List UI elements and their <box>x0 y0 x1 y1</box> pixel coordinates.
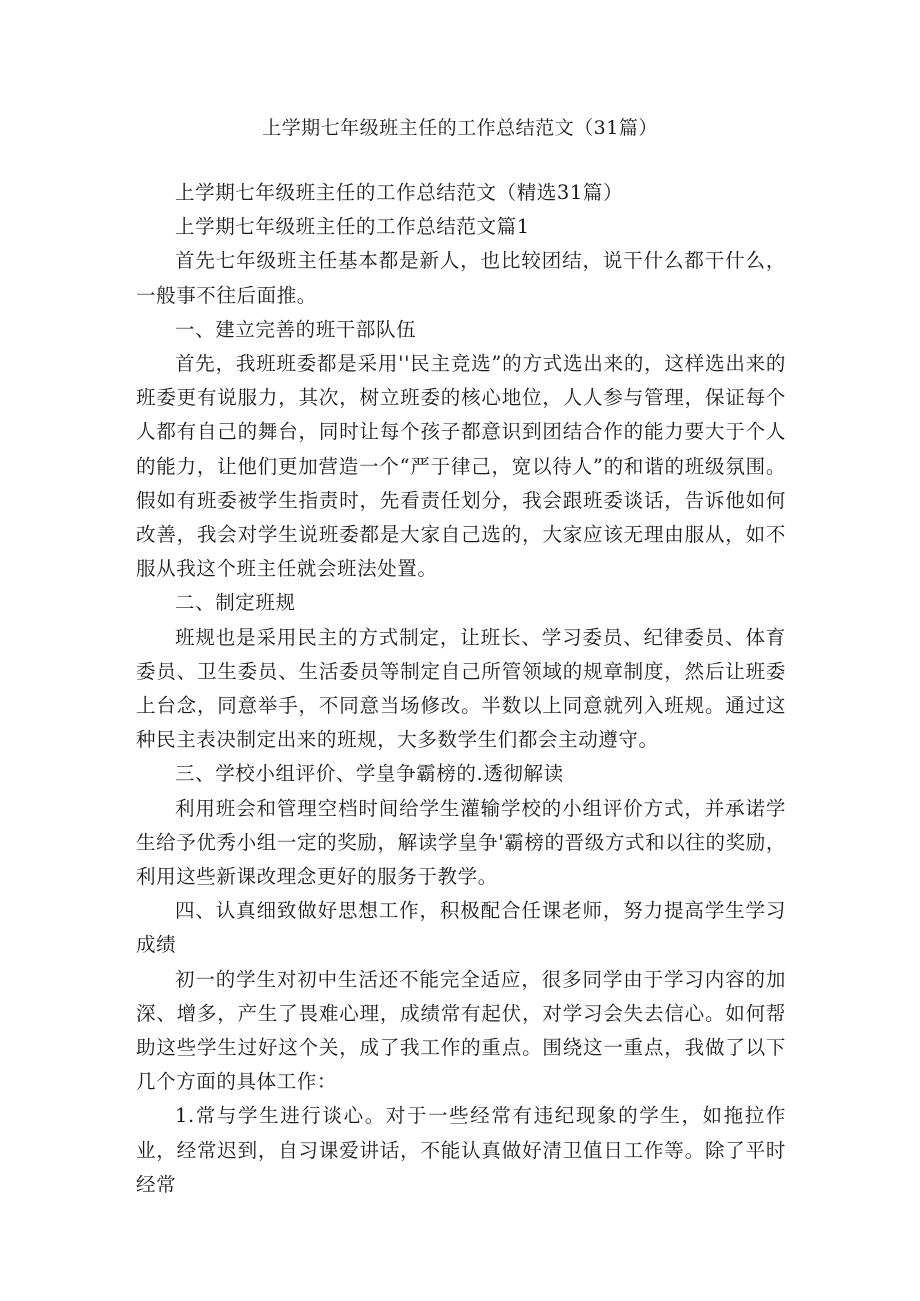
section-heading-part1: 上学期七年级班主任的工作总结范文篇1 <box>175 215 530 239</box>
subtitle-paragraph: 上学期七年级班主任的工作总结范文（精选31篇） <box>175 181 624 204</box>
section-heading: 二、制定班规 <box>175 591 296 615</box>
body-paragraph: 首先，我班班委都是采用''民主竞选”的方式选出来的，这样选出来的班委更有说服力，其次，树立班委的核心地位，人人参与管理，保证每个人都有自己的舞台，同时让每个孩子都意识到团结合作的能力要大于个人的能力，让他们更加营造一个“严于律己，宽以待人”的和谐的班级氛围。假如有班委被学生指责时，先看责任划分，我会跟班委谈话，告诉他如何改善，我会对学生说班委都是大家自己选的，大家应该无理由服从，如不服从我这个班主任就会班法处置。 <box>136 352 786 581</box>
document-body <box>136 176 786 1202</box>
section-heading: 三、学校小组评价、学皇争霸榜的.透彻解读 <box>175 762 564 786</box>
body-paragraph: 首先七年级班主任基本都是新人，也比较团结，说干什么都干什么，一般事不往后面推。 <box>136 249 786 307</box>
document-title: 上学期七年级班主任的工作总结范文（31篇） <box>262 117 658 139</box>
body-paragraph: 初一的学生对初中生活还不能完全适应，很多同学由于学习内容的加深、增多，产生了畏难心理，成绩常有起伏，对学习会失去信心。如何帮助这些学生过好这个关，成了我工作的重点。围绕这一重点，我做了以下几个方面的具体工作： <box>136 967 786 1094</box>
list-item-paragraph: 1.常与学生进行谈心。对于一些经常有违纪现象的学生，如拖拉作业，经常迟到，自习课爱讲话，不能认真做好清卫值日工作等。除了平时经常 <box>136 1104 786 1196</box>
section-heading: 四、认真细致做好思想工作，积极配合任课老师，努力提高学生学习成绩 <box>136 899 786 957</box>
body-paragraph: 利用班会和管理空档时间给学生灌输学校的小组评价方式，并承诺学生给予优秀小组一定的奖励，解读学皇争'霸榜的晋级方式和以往的奖励，利用这些新课改理念更好的服务于教学。 <box>136 796 786 889</box>
section-heading: 一、建立完善的班干部队伍 <box>175 317 417 341</box>
body-paragraph: 班规也是采用民主的方式制定，让班长、学习委员、纪律委员、体育委员、卫生委员、生活委员等制定自己所管领域的规章制度，然后让班委上台念，同意举手，不同意当场修改。半数以上同意就列入班规。通过这种民主表决制定出来的班规，大多数学生们都会主动遵守。 <box>136 625 786 752</box>
